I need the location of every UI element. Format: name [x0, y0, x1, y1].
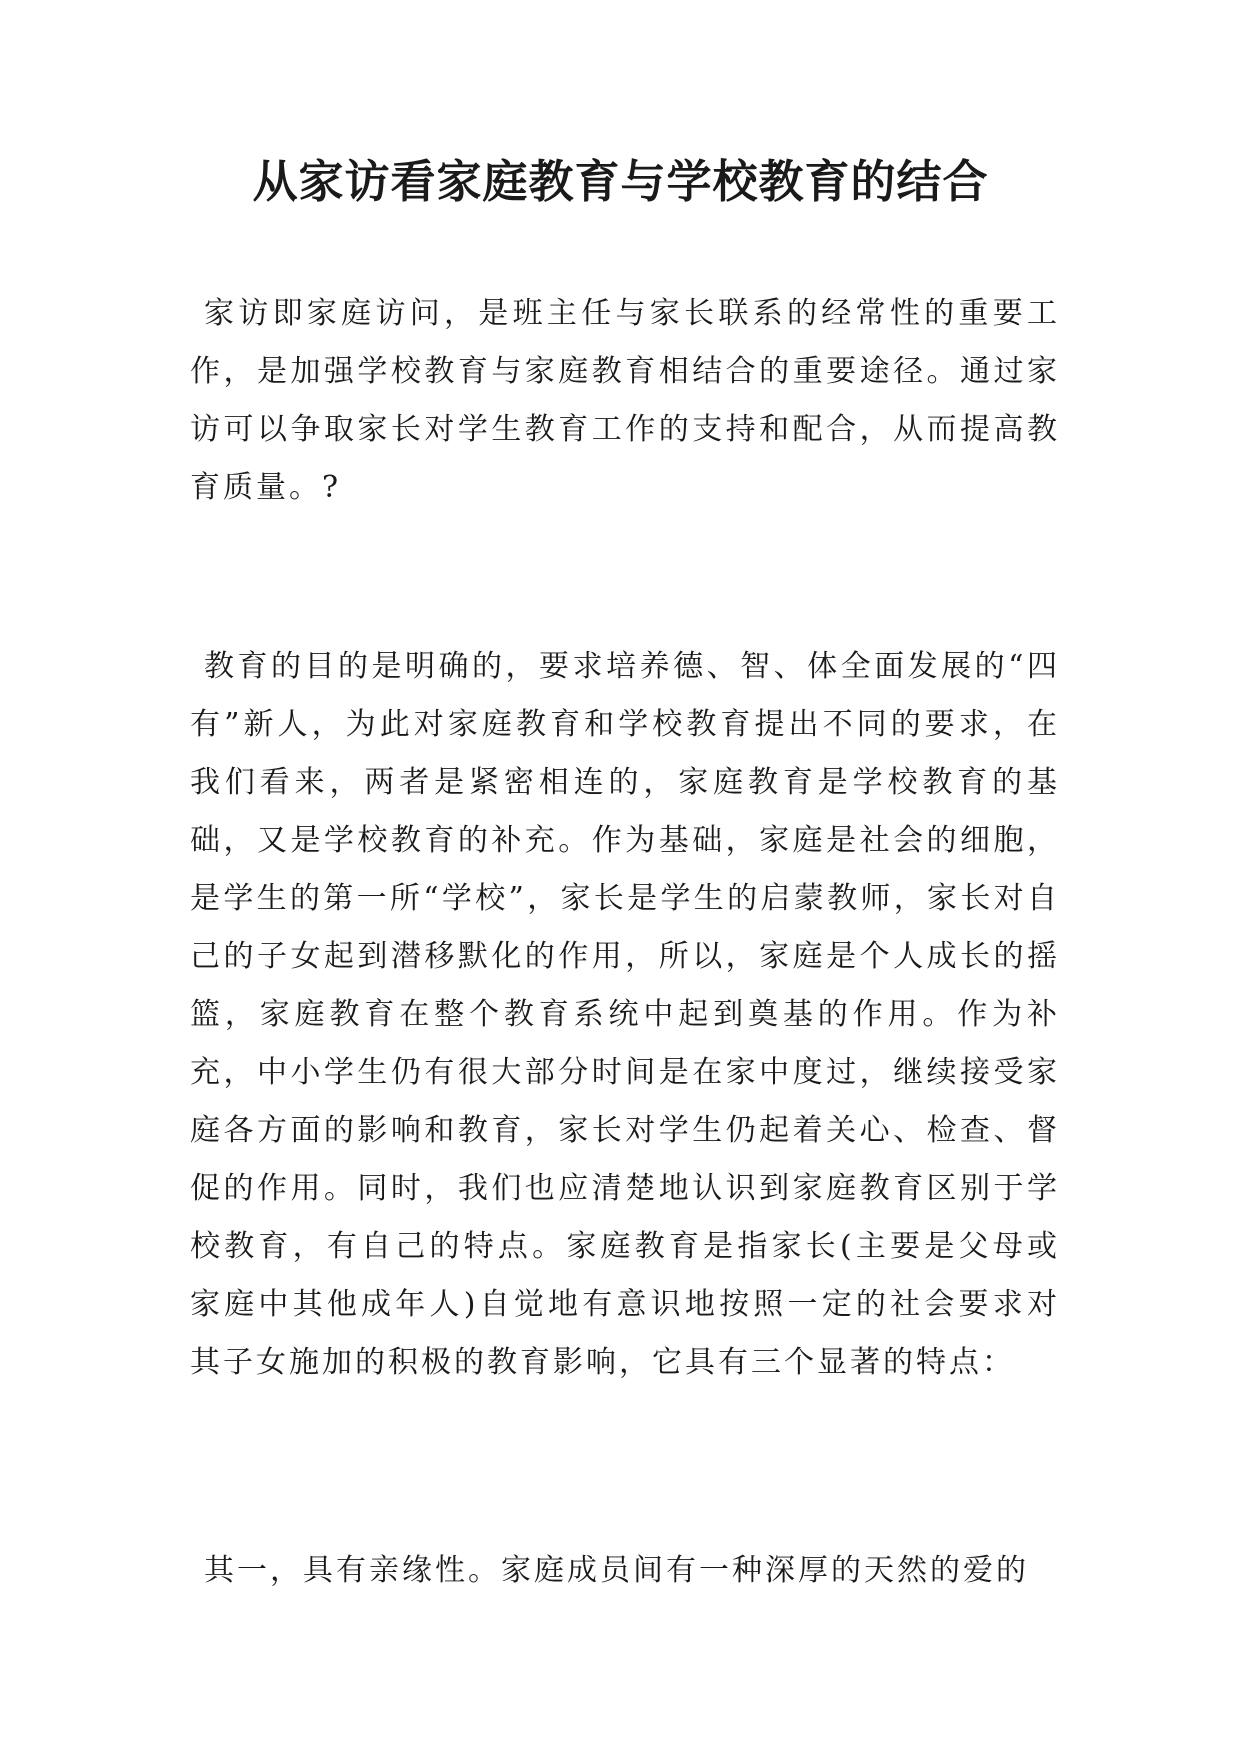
document-title: 从家访看家庭教育与学校教育的结合 [252, 155, 989, 208]
paragraph-education-purpose: 教育的目的是明确的，要求培养德、智、体全面发展的“四有”新人，为此对家庭教育和学校教育提出不同的要求，在我们看来，两者是紧密相连的，家庭教育是学校教育的基础，又是学校教育的补充。作为基础，家庭是社会的细胞，是学生的第一所“学校”，家长是学生的启蒙教师，家长对自己的子女起到潜移默化的作用，所以，家庭是个人成长的摇篮，家庭教育在整个教育系统中起到奠基的作用。作为补充，中小学生仍有很大部分时间是在家中度过，继续接受家庭各方面的影响和教育，家长对学生仍起着关心、检查、督促的作用。同时，我们也应清楚地认识到家庭教育区别于学校教育，有自己的特点。家庭教育是指家长(主要是父母或家庭中其他成年人)自觉地有意识地按照一定的社会要求对其子女施加的积极的教育影响，它具有三个显著的特点： [190, 649, 1060, 1380]
paragraph-intro: 家访即家庭访问，是班主任与家长联系的经常性的重要工作，是加强学校教育与家庭教育相结合的重要途径。通过家访可以争取家长对学生教育工作的支持和配合，从而提高教育质量。? [190, 296, 1060, 505]
paragraph-feature-one: 其一，具有亲缘性。家庭成员间有一种深厚的天然的爱的 [204, 1553, 1029, 1588]
